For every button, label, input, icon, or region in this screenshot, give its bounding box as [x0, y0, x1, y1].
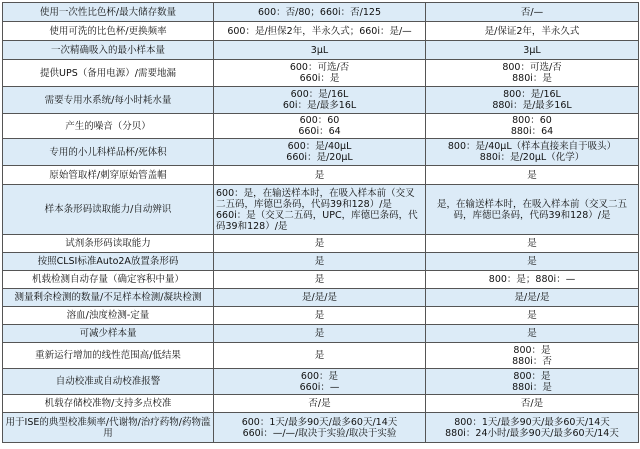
model-800-cell: 否/是: [426, 395, 639, 413]
model-600-cell: 600：是/16L 60i：是/最多16L: [214, 87, 426, 114]
feature-cell: 试剂条形码读取能力: [3, 235, 214, 253]
feature-cell: 专用的小儿科样品杯/死体积: [3, 139, 214, 166]
model-800-cell: 800：是；880i：—: [426, 271, 639, 289]
model-800-cell: 800：可选/否 880i：是: [426, 60, 639, 87]
model-600-cell: 600：是，在输送样本时，在吸入样本前（交叉二五码，库德巴条码，代码39和128）/是 660i：是（交叉二五码，UPC，库德巴条码，代码39和128）/是: [214, 185, 426, 235]
model-800-cell: 800：是/40μL（样本直接来自于吸头） 880i：是/20μL（化学）: [426, 139, 639, 166]
table-row: [3, 139, 639, 166]
model-600-cell: 否/是: [214, 395, 426, 413]
model-600-cell: 600：1天/最多90天/最多60天/14天 660i：—/—/取决于实验/取决于实验: [214, 413, 426, 443]
table-row: [3, 22, 639, 41]
model-800-cell: 800：是/16L 880i：是/最多16L: [426, 87, 639, 114]
feature-cell: 溶血/浊度检测-定量: [3, 307, 214, 325]
model-600-cell: 是: [214, 271, 426, 289]
model-800-cell: 是: [426, 166, 639, 185]
model-600-cell: 是: [214, 307, 426, 325]
model-600-cell: 600：60 660i：64: [214, 114, 426, 139]
table-row: [3, 369, 639, 395]
table-row: [3, 166, 639, 185]
model-800-cell: 800：是 880i：否: [426, 343, 639, 369]
table-row: [3, 271, 639, 289]
model-600-cell: 是/是/是: [214, 289, 426, 307]
model-600-cell: 是: [214, 235, 426, 253]
model-600-cell: 600：否/80；660i：否/125: [214, 3, 426, 22]
table-row: [3, 41, 639, 60]
feature-cell: 提供UPS（备用电源）/需要地漏: [3, 60, 214, 87]
feature-cell: 使用一次性比色杯/最大储存数量: [3, 3, 214, 22]
table-row: [3, 87, 639, 114]
feature-cell: 原始管取样/刺穿原始管盖帽: [3, 166, 214, 185]
model-600-cell: 600：是/担保2年，半永久式；660i：是/—: [214, 22, 426, 41]
feature-cell: 可减少样本量: [3, 325, 214, 343]
model-800-cell: 是/保证2年，半永久式: [426, 22, 639, 41]
model-800-cell: 800：1天/最多90天/最多60天/14天 880i：24小时/最多90天/最多60天/14天: [426, 413, 639, 443]
model-800-cell: 是: [426, 307, 639, 325]
feature-cell: 机载检测自动存量（确定容积中量）: [3, 271, 214, 289]
model-800-cell: 是: [426, 235, 639, 253]
model-800-cell: 否/—: [426, 3, 639, 22]
table-row: [3, 343, 639, 369]
model-600-cell: 是: [214, 253, 426, 271]
model-800-cell: 是，在输送样本时，在吸入样本前（交叉二五码，库德巴条码，代码39和128）/是: [426, 185, 639, 235]
model-800-cell: 是: [426, 253, 639, 271]
table-row: [3, 253, 639, 271]
model-800-cell: 800：60 880i：64: [426, 114, 639, 139]
table-row: [3, 3, 639, 22]
feature-cell: 使用可洗的比色杯/更换频率: [3, 22, 214, 41]
model-600-cell: 是: [214, 343, 426, 369]
table-row: [3, 185, 639, 235]
feature-cell: 一次精确吸入的最小样本量: [3, 41, 214, 60]
table-row: [3, 325, 639, 343]
model-600-cell: 是: [214, 166, 426, 185]
model-800-cell: 3μL: [426, 41, 639, 60]
table-row: [3, 289, 639, 307]
table-row: [3, 413, 639, 443]
feature-cell: 样本条形码读取能力/自动辨识: [3, 185, 214, 235]
model-600-cell: 600：是 660i：—: [214, 369, 426, 395]
feature-cell: 需要专用水系统/每小时耗水量: [3, 87, 214, 114]
feature-cell: 产生的噪音（分贝）: [3, 114, 214, 139]
model-600-cell: 600：是/40μL 660i：是/20μL: [214, 139, 426, 166]
model-600-cell: 是: [214, 325, 426, 343]
model-600-cell: 600：可选/否 660i：是: [214, 60, 426, 87]
table-row: [3, 235, 639, 253]
table-row: [3, 114, 639, 139]
feature-cell: 测量剩余检测的数量/不足样本检测/凝块检测: [3, 289, 214, 307]
feature-cell: 用于ISE的典型校准频率/代谢物/治疗药物/药物滥用: [3, 413, 214, 443]
table-row: [3, 307, 639, 325]
table-row: [3, 60, 639, 87]
model-800-cell: 800：是 880i：是: [426, 369, 639, 395]
model-800-cell: 是/是/是: [426, 289, 639, 307]
model-600-cell: 3μL: [214, 41, 426, 60]
feature-cell: 按照CLSI标准Auto2A放置条形码: [3, 253, 214, 271]
feature-cell: 自动校准或自动校准报警: [3, 369, 214, 395]
feature-cell: 重新运行增加的线性范围高/低结果: [3, 343, 214, 369]
feature-cell: 机载存储校准物/支持多点校准: [3, 395, 214, 413]
table-row: [3, 395, 639, 413]
model-800-cell: 是: [426, 325, 639, 343]
comparison-table: [2, 2, 639, 443]
